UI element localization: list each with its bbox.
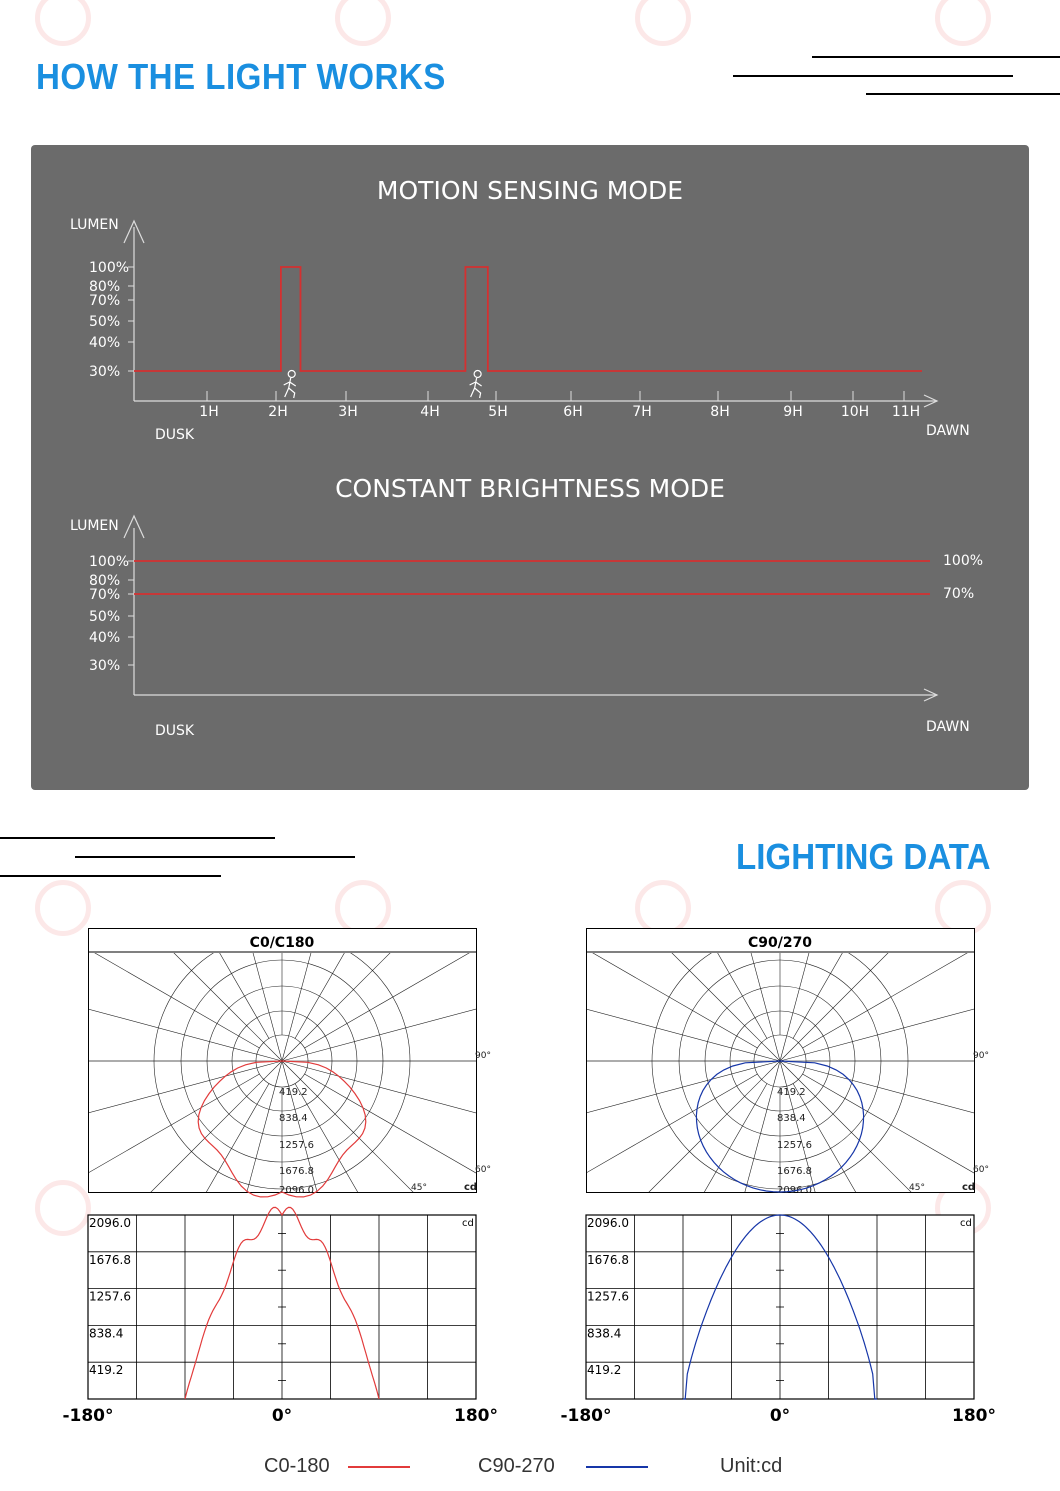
polar-title: C0/C180 [249, 935, 315, 951]
cart-x-label: -180° [560, 1406, 612, 1426]
constant-dusk-label: DUSK [155, 723, 195, 739]
constant-line-label-70: 70% [943, 586, 975, 602]
constant-y-label: LUMEN [70, 518, 119, 534]
motion-ytick-label: 70% [89, 293, 121, 309]
watermark-logo [635, 0, 691, 46]
polar-radial-label: 1257.6 [279, 1140, 314, 1151]
polar-radial-label: 419.2 [777, 1087, 806, 1098]
polar-radial-label: 1257.6 [777, 1140, 812, 1151]
polar-angle-label: 60° [475, 1165, 491, 1175]
cart-y-label: 1676.8 [89, 1252, 131, 1267]
motion-ytick-label: 30% [89, 364, 121, 380]
cart-y-label: 2096.0 [587, 1216, 629, 1230]
constant-dawn-label: DAWN [926, 719, 970, 735]
polar-radial-label: 1676.8 [777, 1166, 812, 1177]
motion-xtick-label: 5H [488, 404, 508, 420]
watermark-logo [935, 0, 991, 46]
polar-radial-label: 419.2 [279, 1087, 308, 1098]
light-modes-panel [31, 145, 1029, 790]
legend-c0-label: C0-180 [264, 1455, 330, 1477]
divider [866, 93, 1060, 95]
cart-unit-label: cd [960, 1218, 972, 1229]
polar-radial-label: 838.4 [279, 1113, 308, 1124]
polar-chart-c90 [586, 928, 989, 1196]
watermark-logo [35, 0, 91, 46]
legend-c90-label: C90-270 [478, 1455, 555, 1477]
cart-x-label: 180° [454, 1406, 498, 1426]
walking-person-icon [284, 371, 296, 399]
motion-xtick-label: 1H [199, 404, 219, 420]
watermark-logo [335, 0, 391, 46]
divider [733, 75, 1013, 77]
polar-radial-label: 838.4 [777, 1113, 806, 1124]
walking-person-icon [470, 371, 482, 399]
cart-x-label: -180° [62, 1406, 114, 1426]
constant-ytick-label: 100% [89, 554, 130, 570]
polar-angle-label: 60° [973, 1165, 989, 1175]
divider [812, 56, 1060, 58]
cart-y-label: 1257.6 [89, 1289, 131, 1304]
constant-ytick-label: 30% [89, 658, 121, 674]
polar-angle-label: 90° [973, 1051, 989, 1061]
divider [0, 875, 221, 877]
motion-xtick-label: 9H [783, 404, 803, 420]
motion-dawn-label: DAWN [926, 423, 970, 439]
motion-ytick-label: 50% [89, 314, 121, 330]
cart-y-label: 2096.0 [89, 1216, 131, 1230]
cart-x-label: 0° [271, 1406, 293, 1426]
legend-unit-label: Unit:cd [720, 1455, 783, 1477]
motion-chart-title: MOTION SENSING MODE [376, 176, 684, 205]
cart-y-label: 838.4 [587, 1326, 622, 1341]
legend-c90-swatch [586, 1466, 648, 1468]
motion-xtick-label: 3H [338, 404, 358, 420]
watermark-logo [35, 880, 91, 936]
motion-xtick-label: 10H [840, 404, 870, 420]
cart-y-label: 838.4 [89, 1326, 124, 1341]
constant-ytick-label: 40% [89, 630, 121, 646]
constant-ytick-label: 50% [89, 609, 121, 625]
motion-xtick-label: 2H [268, 404, 288, 420]
cart-y-label: 1676.8 [587, 1252, 629, 1267]
motion-dusk-label: DUSK [155, 427, 195, 443]
light-modes-diagram [31, 145, 1029, 790]
section-title: LIGHTING DATA [736, 836, 991, 877]
polar-angle-label: 45° [411, 1183, 427, 1193]
motion-ytick-label: 40% [89, 335, 121, 351]
motion-ytick-label: 80% [89, 279, 121, 295]
polar-angle-label: 45° [909, 1183, 925, 1193]
motion-xtick-label: 7H [632, 404, 652, 420]
cartesian-chart-c90 [548, 1208, 1008, 1433]
motion-y-label: LUMEN [70, 217, 119, 233]
polar-unit-label: cd [962, 1182, 976, 1193]
cartesian-chart-c0 [50, 1208, 510, 1433]
motion-xtick-label: 8H [710, 404, 730, 420]
motion-xtick-label: 4H [420, 404, 440, 420]
polar-radial-label: 2096.0 [777, 1185, 812, 1196]
cart-y-label: 419.2 [587, 1363, 622, 1378]
polar-radial-label: 1676.8 [279, 1166, 314, 1177]
legend-c0-swatch [348, 1466, 410, 1468]
polar-unit-label: cd [464, 1182, 478, 1193]
motion-ytick-label: 100% [89, 260, 130, 276]
cart-x-label: 180° [952, 1406, 996, 1426]
constant-ytick-label: 80% [89, 573, 121, 589]
cart-y-label: 1257.6 [587, 1289, 629, 1304]
cart-x-label: 0° [769, 1406, 791, 1426]
divider [0, 837, 275, 839]
polar-title: C90/270 [747, 935, 813, 951]
constant-chart-title: CONSTANT BRIGHTNESS MODE [335, 474, 725, 503]
divider [75, 856, 355, 858]
constant-ytick-label: 70% [89, 587, 121, 603]
cart-y-label: 419.2 [89, 1363, 124, 1378]
polar-angle-label: 90° [475, 1051, 491, 1061]
polar-radial-label: 2096.0 [279, 1185, 314, 1196]
motion-xtick-label: 11H [891, 404, 921, 420]
constant-line-label-100: 100% [943, 553, 984, 569]
motion-lumen-line [134, 267, 922, 371]
motion-xtick-label: 6H [563, 404, 583, 420]
page-title: HOW THE LIGHT WORKS [36, 56, 446, 97]
cart-unit-label: cd [462, 1218, 474, 1229]
polar-chart-c0 [88, 928, 491, 1196]
